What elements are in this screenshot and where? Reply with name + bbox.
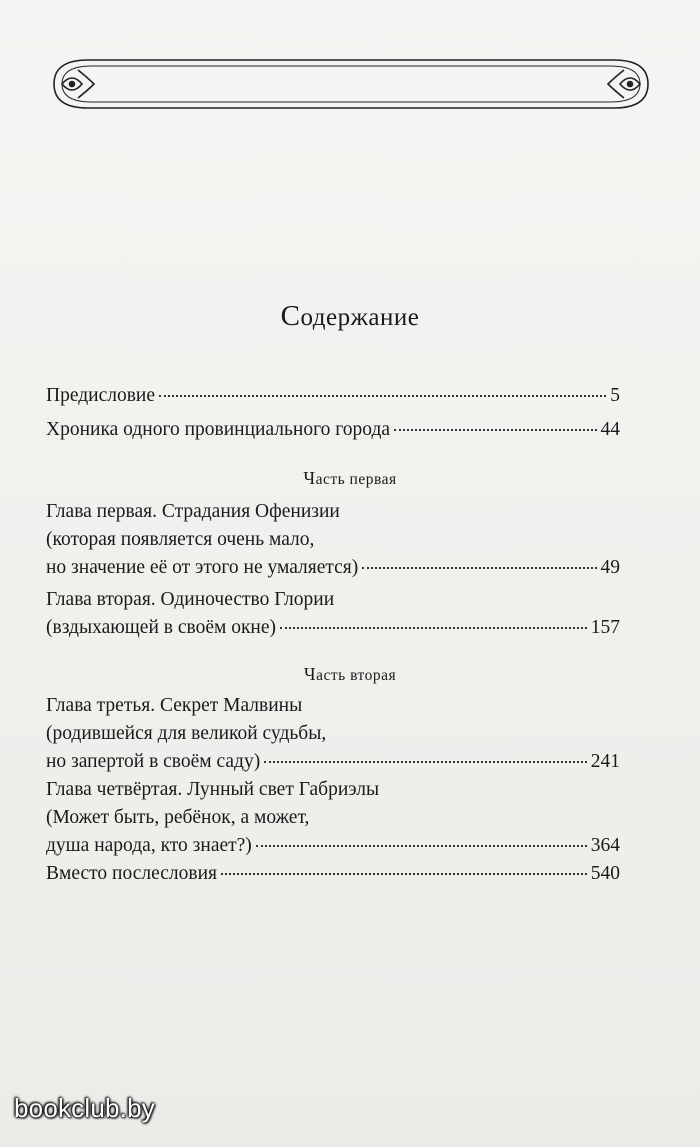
toc-entry-afterword[interactable] [46,860,620,888]
toc-entry-title: Вместо послесловия [46,863,217,884]
toc-entry-title: Хроника одного провинциального города [46,419,391,440]
toc-entry-chapter-4[interactable] [46,776,620,860]
toc-entry-title: Глава вторая. Одиночество Глории [46,589,335,610]
toc-entry-subtitle: душа народа, кто знает?) [46,835,252,856]
toc-entry-subtitle: (Может быть, ребёнок, а может, [46,807,310,828]
toc-entry-chapter-2[interactable] [46,586,620,642]
toc-entry-subtitle: (родившейся для великой судьбы, [46,723,327,744]
ornament-frame-icon [48,52,654,116]
leader-dots [221,873,587,875]
toc-entry-subtitle: но запертой в своём саду) [46,751,261,772]
toc-entry-preface[interactable] [46,382,620,410]
leader-dots [256,845,587,847]
toc-entry-chapter-1[interactable] [46,498,620,582]
part-heading-first: Часть первая [303,468,397,488]
page-title: Содержание [280,300,420,332]
toc-page-number: 44 [600,419,620,440]
toc-entry-title: Глава третья. Секрет Малвины [46,695,303,716]
toc-entry-subtitle: но значение её от этого не умаляется) [46,557,359,578]
toc-entry-title: Глава первая. Страдания Офенизии [46,501,340,522]
toc-page-number: 241 [590,751,620,772]
toc-entry-chapter-3[interactable] [46,692,620,776]
toc-entry-subtitle: (вздыхающей в своём окне) [46,617,277,638]
toc-entry-chronicle[interactable] [46,416,620,444]
toc-entry-title: Глава четвёртая. Лунный свет Габриэлы [46,779,380,800]
leader-dots [362,567,596,569]
leader-dots [159,395,606,397]
toc-entry-title: Предисловие [46,385,156,406]
toc-page-number: 5 [610,385,620,406]
toc-page-number: 540 [590,863,620,884]
leader-dots [280,627,587,629]
leader-dots [394,429,596,431]
watermark-text: bookclub.by [14,1093,155,1123]
toc-entry-subtitle: (которая появляется очень мало, [46,529,315,550]
toc-page-number: 364 [590,835,620,856]
toc-page-number: 49 [600,557,620,578]
leader-dots [264,761,587,763]
part-heading-second: Часть вторая [303,664,397,684]
toc-page-number: 157 [590,617,620,638]
